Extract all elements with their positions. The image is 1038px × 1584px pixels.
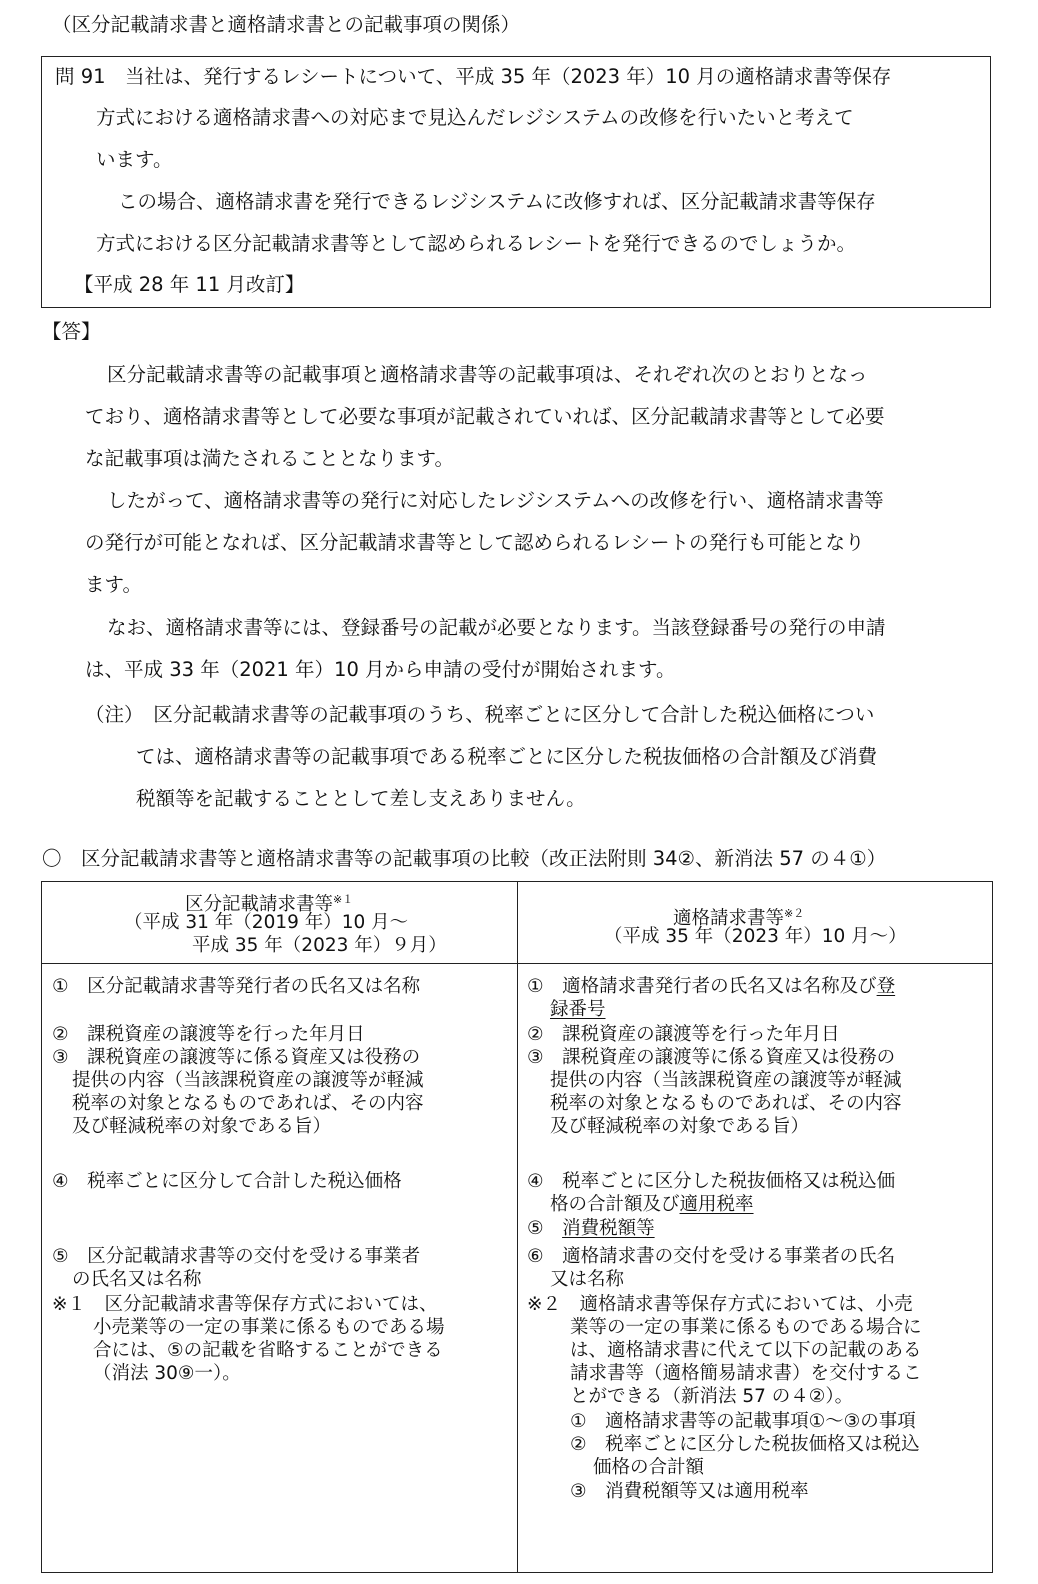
left-item: ② 課税資産の譲渡等を行った年月日 [52,1024,365,1045]
left-header-title: 区分記載請求書等$^{※1}$ [185,893,354,916]
right-header-title: 適格請求書等$^{※2}$ [673,907,805,930]
table-divider-vertical [517,881,518,1573]
right-item: ④ 税率ごとに区分した税抜価格又は税込価 [527,1171,896,1192]
answer-line: したがって、適格請求書等の発行に対応したレジシステムへの改修を行い、適格請求書等 [107,489,884,512]
right-item: ⑤ 消費税額等 [527,1218,655,1239]
left-item: ④ 税率ごとに区分して合計した税込価格 [52,1171,402,1192]
table-divider-horizontal [41,963,993,964]
answer-label: 【答】 [42,320,101,343]
right-item: 提供の内容（当該課税資産の譲渡等が軽減 [550,1070,902,1091]
right-note: とができる（新消法 57 の４②）。 [570,1386,854,1407]
right-item: 録番号 [550,999,606,1020]
left-note: 小売業等の一定の事業に係るものである場 [93,1317,445,1338]
question-line: 方式における適格請求書への対応まで見込んだレジシステムの改修を行いたいと考えて [96,106,854,129]
right-subitem: ② 税率ごとに区分した税抜価格又は税込 [570,1434,920,1455]
answer-line: ます。 [85,573,142,596]
left-note: 合には、⑤の記載を省略することができる [93,1340,443,1361]
left-note: （消法 30⑨一）。 [93,1363,241,1384]
right-item: 又は名称 [550,1269,625,1290]
right-item: 及び軽減税率の対象である旨） [550,1116,810,1137]
right-item: 税率の対象となるものであれば、その内容 [550,1093,902,1114]
left-item: の氏名又は名称 [72,1269,202,1290]
question-line: 方式における区分記載請求書等として認められるレシートを発行できるのでしょうか。 [96,232,857,255]
answer-line: の発行が可能となれば、区分記載請求書等として認められるレシートの発行も可能となり [85,531,865,554]
answer-line: ており、適格請求書等として必要な事項が記載されていれば、区分記載請求書等として必要 [85,405,885,428]
answer-line: なお、適格請求書等には、登録番号の記載が必要となります。当該登録番号の発行の申請 [107,616,886,639]
left-item: ③ 課税資産の譲渡等に係る資産又は役務の [52,1047,421,1068]
right-note: 請求書等（適格簡易請求書）を交付するこ [570,1363,922,1384]
question-line: 問 91 当社は、発行するレシートについて、平成 35 年（2023 年）10 月の適格請求書等保存 [55,65,892,88]
question-line: この場合、適格請求書を発行できるレジシステムに改修すれば、区分記載請求書等保存 [118,190,876,213]
left-item: ① 区分記載請求書等発行者の氏名又は名称 [52,976,421,997]
note-line: （注） 区分記載請求書等の記載事項のうち、税率ごとに区分して合計した税込価格につい [85,703,875,726]
right-subitem: ③ 消費税額等又は適用税率 [570,1481,809,1502]
revision-note: 【平成 28 年 11 月改訂】 [74,273,305,296]
comparison-heading: 〇 区分記載請求書等と適格請求書等の記載事項の比較（改正法附則 34②、新消法 57 の４①） [42,847,887,870]
right-note: は、適格請求書に代えて以下の記載のある [570,1340,922,1361]
right-subitem: ① 適格請求書等の記載事項①～③の事項 [570,1411,916,1432]
left-item: 提供の内容（当該課税資産の譲渡等が軽減 [72,1070,424,1091]
note-line: ては、適格請求書等の記載事項である税率ごとに区分した税抜価格の合計額及び消費 [136,745,878,768]
right-note: ※２ 適格請求書等保存方式においては、小売 [527,1294,913,1315]
answer-line: は、平成 33 年（2021 年）10 月から申請の受付が開始されます。 [85,658,676,681]
left-header-period: 平成 35 年（2023 年）９月） [192,935,447,956]
answer-line: な記載事項は満たされることとなります。 [85,447,454,470]
right-note: 業等の一定の事業に係るものである場合に [570,1317,922,1338]
note-line: 税額等を記載することとして差し支えありません。 [136,787,586,810]
right-subitem: 価格の合計額 [593,1457,705,1478]
question-line: います。 [96,148,173,171]
right-item: 格の合計額及び適用税率 [550,1194,754,1215]
left-item: ⑤ 区分記載請求書等の交付を受ける事業者 [52,1246,421,1267]
section-heading: （区分記載請求書と適格請求書との記載事項の関係） [52,13,521,36]
left-note: ※１ 区分記載請求書等保存方式においては、 [52,1294,438,1315]
question-box [41,56,991,308]
right-header-period: （平成 35 年（2023 年）10 月～） [604,926,907,947]
right-item: ① 適格請求書発行者の氏名又は名称及び登 [527,976,896,997]
left-item: 及び軽減税率の対象である旨） [72,1116,332,1137]
right-item: ③ 課税資産の譲渡等に係る資産又は役務の [527,1047,896,1068]
answer-line: 区分記載請求書等の記載事項と適格請求書等の記載事項は、それぞれ次のとおりとなっ [107,363,868,386]
right-item: ② 課税資産の譲渡等を行った年月日 [527,1024,840,1045]
right-item: ⑥ 適格請求書の交付を受ける事業者の氏名 [527,1246,896,1267]
left-item: 税率の対象となるものであれば、その内容 [72,1093,424,1114]
left-header-period: （平成 31 年（2019 年）10 月～ [124,912,409,933]
